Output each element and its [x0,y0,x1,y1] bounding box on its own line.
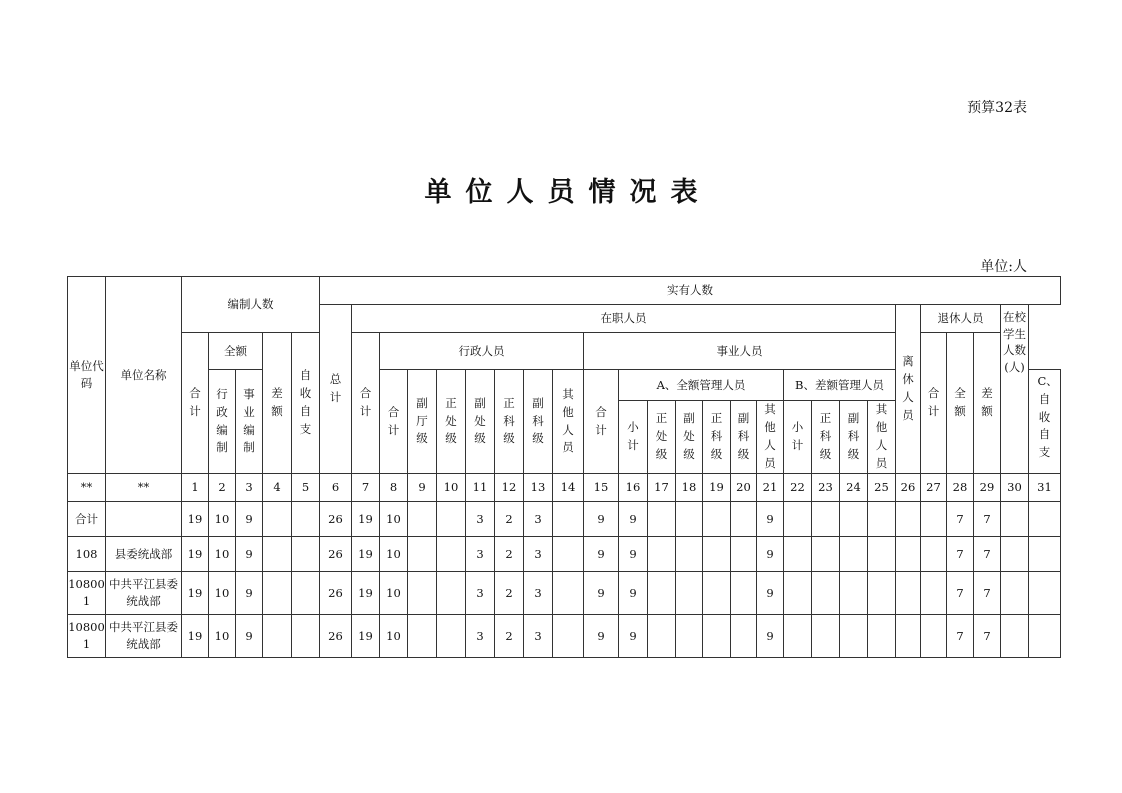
value-cell: 7 [947,615,974,658]
value-cell [292,572,320,615]
table-row [68,502,1061,537]
column-number-cell: 8 [380,474,408,502]
header-bianzhi: 编制人数 [182,277,320,333]
value-cell [703,572,731,615]
value-cell: 2 [495,537,524,572]
column-number-cell: 31 [1029,474,1061,502]
value-cell: 9 [236,615,263,658]
column-number-cell: 29 [974,474,1001,502]
column-number-cell: 14 [553,474,584,502]
value-cell: 7 [974,537,1001,572]
column-number-cell: 4 [263,474,292,502]
value-cell [868,502,896,537]
value-cell [1001,537,1029,572]
column-number-cell: 18 [676,474,703,502]
value-cell: 19 [352,502,380,537]
value-cell [408,502,437,537]
value-cell [812,572,840,615]
value-cell [840,502,868,537]
value-cell [731,502,757,537]
header-shiyou: 实有人数 [320,277,1061,305]
table-row [68,537,1061,572]
value-cell: 9 [757,572,784,615]
value-cell: 9 [757,502,784,537]
value-cell: 19 [182,502,209,537]
page-title: 单位人员情况表 [424,177,712,208]
unit-code-cell: 合计 [68,502,106,537]
value-cell [553,572,584,615]
value-cell: 19 [352,615,380,658]
table-row [68,572,1061,615]
value-cell: 9 [584,502,619,537]
header-b-qita: 其他人员 [868,401,896,474]
header-a-zheng-ke: 正科级 [703,401,731,474]
value-cell: 7 [974,502,1001,537]
value-cell: 9 [757,615,784,658]
value-cell [1001,615,1029,658]
value-cell: 7 [947,572,974,615]
value-cell [292,537,320,572]
value-cell [648,537,676,572]
value-cell [408,615,437,658]
value-cell: 26 [320,537,352,572]
value-cell [896,502,921,537]
value-cell: 7 [974,572,1001,615]
header-bz-total: 合计 [182,333,209,474]
value-cell: 3 [524,502,553,537]
header-a-xiaoji: 小计 [619,401,648,474]
value-cell [921,537,947,572]
header-tx-chae: 差额 [974,333,1001,474]
value-cell: 9 [619,502,648,537]
value-cell: 19 [182,615,209,658]
value-cell [812,537,840,572]
header-a-fu-ke: 副科级 [731,401,757,474]
value-cell [1029,502,1061,537]
value-cell [263,572,292,615]
value-cell [553,537,584,572]
value-cell: 3 [466,572,495,615]
column-number-cell: 21 [757,474,784,502]
header-fu-ke: 副科级 [524,370,553,474]
value-cell [868,572,896,615]
value-cell: 9 [236,537,263,572]
value-cell: 9 [757,537,784,572]
value-cell [1029,572,1061,615]
header-zheng-ke: 正科级 [495,370,524,474]
header-zongji: 总计 [320,305,352,474]
value-cell: 3 [466,615,495,658]
value-cell: 3 [466,537,495,572]
column-number-cell: 3 [236,474,263,502]
value-cell: 7 [974,615,1001,658]
header-unit-code: 单位代码 [68,277,106,474]
header-lixiu: 离休人员 [896,305,921,474]
column-number-cell: 12 [495,474,524,502]
header-unit-name: 单位名称 [106,277,182,474]
form-number: 预算32表 [967,100,1027,116]
value-cell [292,615,320,658]
column-numbering-row [68,474,1061,502]
column-number-cell: 26 [896,474,921,502]
column-number-cell: 22 [784,474,812,502]
value-cell [292,502,320,537]
header-zheng-chu: 正处级 [437,370,466,474]
header-xz-qita: 其他人员 [553,370,584,474]
value-cell [263,615,292,658]
value-cell [812,615,840,658]
value-cell: 26 [320,615,352,658]
column-number-cell: ** [68,474,106,502]
value-cell: 10 [209,572,236,615]
value-cell [437,537,466,572]
value-cell: 10 [380,615,408,658]
header-tx-quane: 全额 [947,333,974,474]
value-cell [437,502,466,537]
value-cell [676,537,703,572]
header-b-fu-ke: 副科级 [840,401,868,474]
column-number-cell: 25 [868,474,896,502]
value-cell [784,615,812,658]
value-cell [921,502,947,537]
value-cell: 19 [182,572,209,615]
value-cell [896,615,921,658]
column-number-cell: 24 [840,474,868,502]
value-cell: 10 [209,537,236,572]
header-zishou: 自收自支 [292,333,320,474]
value-cell [840,537,868,572]
header-xz-bianzhi: 行政编制 [209,370,236,474]
value-cell [731,615,757,658]
value-cell: 9 [619,537,648,572]
header-c-group: C、自收自支 [1029,370,1061,474]
value-cell: 19 [352,537,380,572]
column-number-cell: 1 [182,474,209,502]
header-a-group: A、全额管理人员 [619,370,784,401]
header-fu-ting: 副厅级 [408,370,437,474]
value-cell [437,615,466,658]
value-cell: 10 [380,537,408,572]
header-zaixiao: 在校学生人数(人) [1001,305,1029,474]
value-cell: 19 [182,537,209,572]
value-cell: 9 [236,572,263,615]
value-cell [703,537,731,572]
value-cell [263,502,292,537]
value-cell: 9 [236,502,263,537]
value-cell [868,537,896,572]
header-b-zheng-ke: 正科级 [812,401,840,474]
header-xingzheng: 行政人员 [380,333,584,370]
header-sy-heji: 合计 [584,370,619,474]
value-cell [731,572,757,615]
header-zz-total: 合计 [352,333,380,474]
header-sy-bianzhi: 事业编制 [236,370,263,474]
value-cell [553,502,584,537]
value-cell: 2 [495,572,524,615]
value-cell [921,572,947,615]
header-quane: 全额 [209,333,263,370]
value-cell: 3 [524,572,553,615]
value-cell: 26 [320,572,352,615]
value-cell [896,537,921,572]
value-cell [648,502,676,537]
value-cell: 10 [209,502,236,537]
header-b-group: B、差额管理人员 [784,370,896,401]
column-number-cell: 16 [619,474,648,502]
value-cell: 7 [947,502,974,537]
value-cell: 10 [380,572,408,615]
value-cell [868,615,896,658]
column-number-cell: 11 [466,474,495,502]
header-shiye: 事业人员 [584,333,896,370]
value-cell [676,502,703,537]
unit-label: 单位:人 [980,259,1027,275]
value-cell: 3 [524,537,553,572]
value-cell [553,615,584,658]
header-fu-chu: 副处级 [466,370,495,474]
value-cell [1001,502,1029,537]
value-cell [1029,537,1061,572]
header-tuixiu: 退休人员 [921,305,1001,333]
value-cell [784,572,812,615]
value-cell [437,572,466,615]
column-number-cell: 2 [209,474,236,502]
table-row [68,615,1061,658]
personnel-table [67,276,1061,658]
value-cell [703,502,731,537]
header-a-qita: 其他人员 [757,401,784,474]
value-cell [784,502,812,537]
value-cell [648,615,676,658]
value-cell: 3 [466,502,495,537]
unit-name-cell: 中共平江县委统战部 [106,572,182,615]
header-chae: 差额 [263,333,292,474]
unit-name-cell: 县委统战部 [106,537,182,572]
column-number-cell: 7 [352,474,380,502]
column-number-cell: 6 [320,474,352,502]
column-number-cell: 20 [731,474,757,502]
value-cell [408,537,437,572]
column-number-cell: 19 [703,474,731,502]
column-number-cell: 10 [437,474,466,502]
header-a-fu-chu: 副处级 [676,401,703,474]
column-number-cell: 23 [812,474,840,502]
value-cell: 19 [352,572,380,615]
unit-code-cell: 108001 [68,615,106,658]
value-cell [731,537,757,572]
header-xz-heji: 合计 [380,370,408,474]
column-number-cell: 30 [1001,474,1029,502]
value-cell: 7 [947,537,974,572]
column-number-cell: 5 [292,474,320,502]
column-number-cell: 28 [947,474,974,502]
header-zaizhi: 在职人员 [352,305,896,333]
value-cell: 2 [495,615,524,658]
value-cell [263,537,292,572]
value-cell [703,615,731,658]
header-b-xiaoji: 小计 [784,401,812,474]
value-cell [840,572,868,615]
value-cell: 9 [584,615,619,658]
value-cell: 9 [619,572,648,615]
value-cell [676,572,703,615]
value-cell: 10 [209,615,236,658]
value-cell: 3 [524,615,553,658]
value-cell [896,572,921,615]
header-a-zheng-chu: 正处级 [648,401,676,474]
unit-name-cell [106,502,182,537]
value-cell: 10 [380,502,408,537]
header-tx-heji: 合计 [921,333,947,474]
value-cell: 9 [584,537,619,572]
unit-name-cell: 中共平江县委统战部 [106,615,182,658]
column-number-cell: 27 [921,474,947,502]
value-cell [1029,615,1061,658]
column-number-cell: 15 [584,474,619,502]
value-cell [784,537,812,572]
value-cell: 2 [495,502,524,537]
value-cell [648,572,676,615]
value-cell: 26 [320,502,352,537]
value-cell [840,615,868,658]
value-cell: 9 [619,615,648,658]
unit-code-cell: 108001 [68,572,106,615]
value-cell [812,502,840,537]
column-number-cell: 9 [408,474,437,502]
unit-code-cell: 108 [68,537,106,572]
column-number-cell: ** [106,474,182,502]
value-cell [408,572,437,615]
value-cell: 9 [584,572,619,615]
value-cell [676,615,703,658]
column-number-cell: 13 [524,474,553,502]
value-cell [921,615,947,658]
column-number-cell: 17 [648,474,676,502]
value-cell [1001,572,1029,615]
